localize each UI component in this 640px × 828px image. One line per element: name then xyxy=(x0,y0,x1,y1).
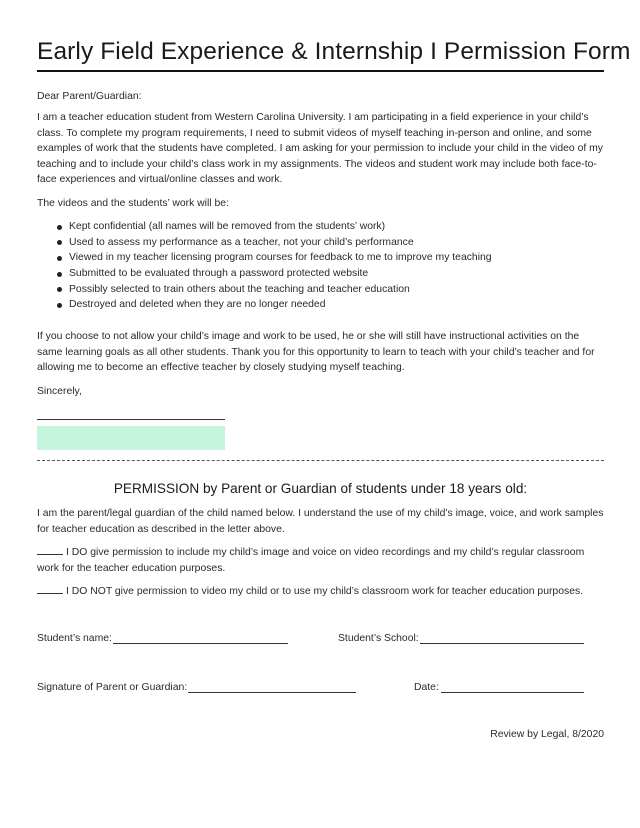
option-no-text: I DO NOT give permission to video my child or to use my child’s classroom work for teacher education purposes. xyxy=(66,586,584,597)
student-name-highlight-box[interactable] xyxy=(37,426,225,450)
student-school-field[interactable] xyxy=(420,643,584,644)
guardian-signature-label: Signature of Parent or Guardian: xyxy=(37,682,188,693)
bullet-item: Viewed in my teacher licensing program courses for feedback to me to improve my teaching xyxy=(37,250,604,266)
student-name-field[interactable] xyxy=(113,643,288,644)
cut-line-divider xyxy=(37,460,604,461)
guardian-signature-field[interactable] xyxy=(188,692,356,693)
permission-intro: I am the parent/legal guardian of the child named below. I understand the use of my child’s image, voice, and work samples for teacher education as described in the letter above. xyxy=(37,508,604,535)
option-yes-text: I DO give permission to include my child’s image and voice on video recordings and my child’s regular classroom work for the teacher education purposes. xyxy=(37,547,585,574)
bullet-item: Possibly selected to train others about the teaching and teacher education xyxy=(37,282,604,298)
letter-closing-paragraph: If you choose to not allow your child’s image and work to be used, he or she will still have instructional activities on the same learning goals as all other students. Thank you for this opportunity to learn to teach with your child’s teacher and for allowing me to become an effective teacher by closely studying myself teaching. xyxy=(37,331,595,374)
bullet-item: Kept confidential (all names will be removed from the students’ work) xyxy=(37,219,604,235)
date-label: Date: xyxy=(414,682,439,693)
permission-option-no xyxy=(37,584,604,600)
page-title: Early Field Experience & Internship I Permission Form xyxy=(37,38,631,65)
usage-bullet-list xyxy=(37,219,604,313)
student-name-label: Student’s name: xyxy=(37,633,112,644)
legal-review-footer: Review by Legal, 8/2020 xyxy=(490,729,604,740)
letter-signoff: Sincerely, xyxy=(37,386,82,397)
bullet-item: Submitted to be evaluated through a password protected website xyxy=(37,266,604,282)
permission-heading: PERMISSION by Parent or Guardian of students under 18 years old: xyxy=(113,481,528,496)
student-school-label: Student’s School: xyxy=(338,633,419,644)
title-underline xyxy=(37,70,604,72)
date-field[interactable] xyxy=(441,692,584,693)
list-heading: The videos and the students’ work will be: xyxy=(37,198,229,209)
yes-checkbox-blank[interactable] xyxy=(37,545,63,555)
permission-option-yes xyxy=(37,545,604,576)
letter-intro-paragraph: I am a teacher education student from Western Carolina University. I am participating in a field experience in your child’s class. To complete my program requirements, I need to submit videos of myself teaching in-person and online, and some examples of work that the students have completed. I am asking for your permission to include your child in the video of my teaching and to include your child’s class work in my assignments. The videos and student work may include both face-to-face experiences and virtual/online classes and work. xyxy=(37,112,603,186)
student-signature-line xyxy=(37,419,225,420)
letter-greeting: Dear Parent/Guardian: xyxy=(37,91,142,102)
bullet-item: Destroyed and deleted when they are no longer needed xyxy=(37,297,604,313)
bullet-item: Used to assess my performance as a teacher, not your child’s performance xyxy=(37,235,604,251)
no-checkbox-blank[interactable] xyxy=(37,584,63,594)
